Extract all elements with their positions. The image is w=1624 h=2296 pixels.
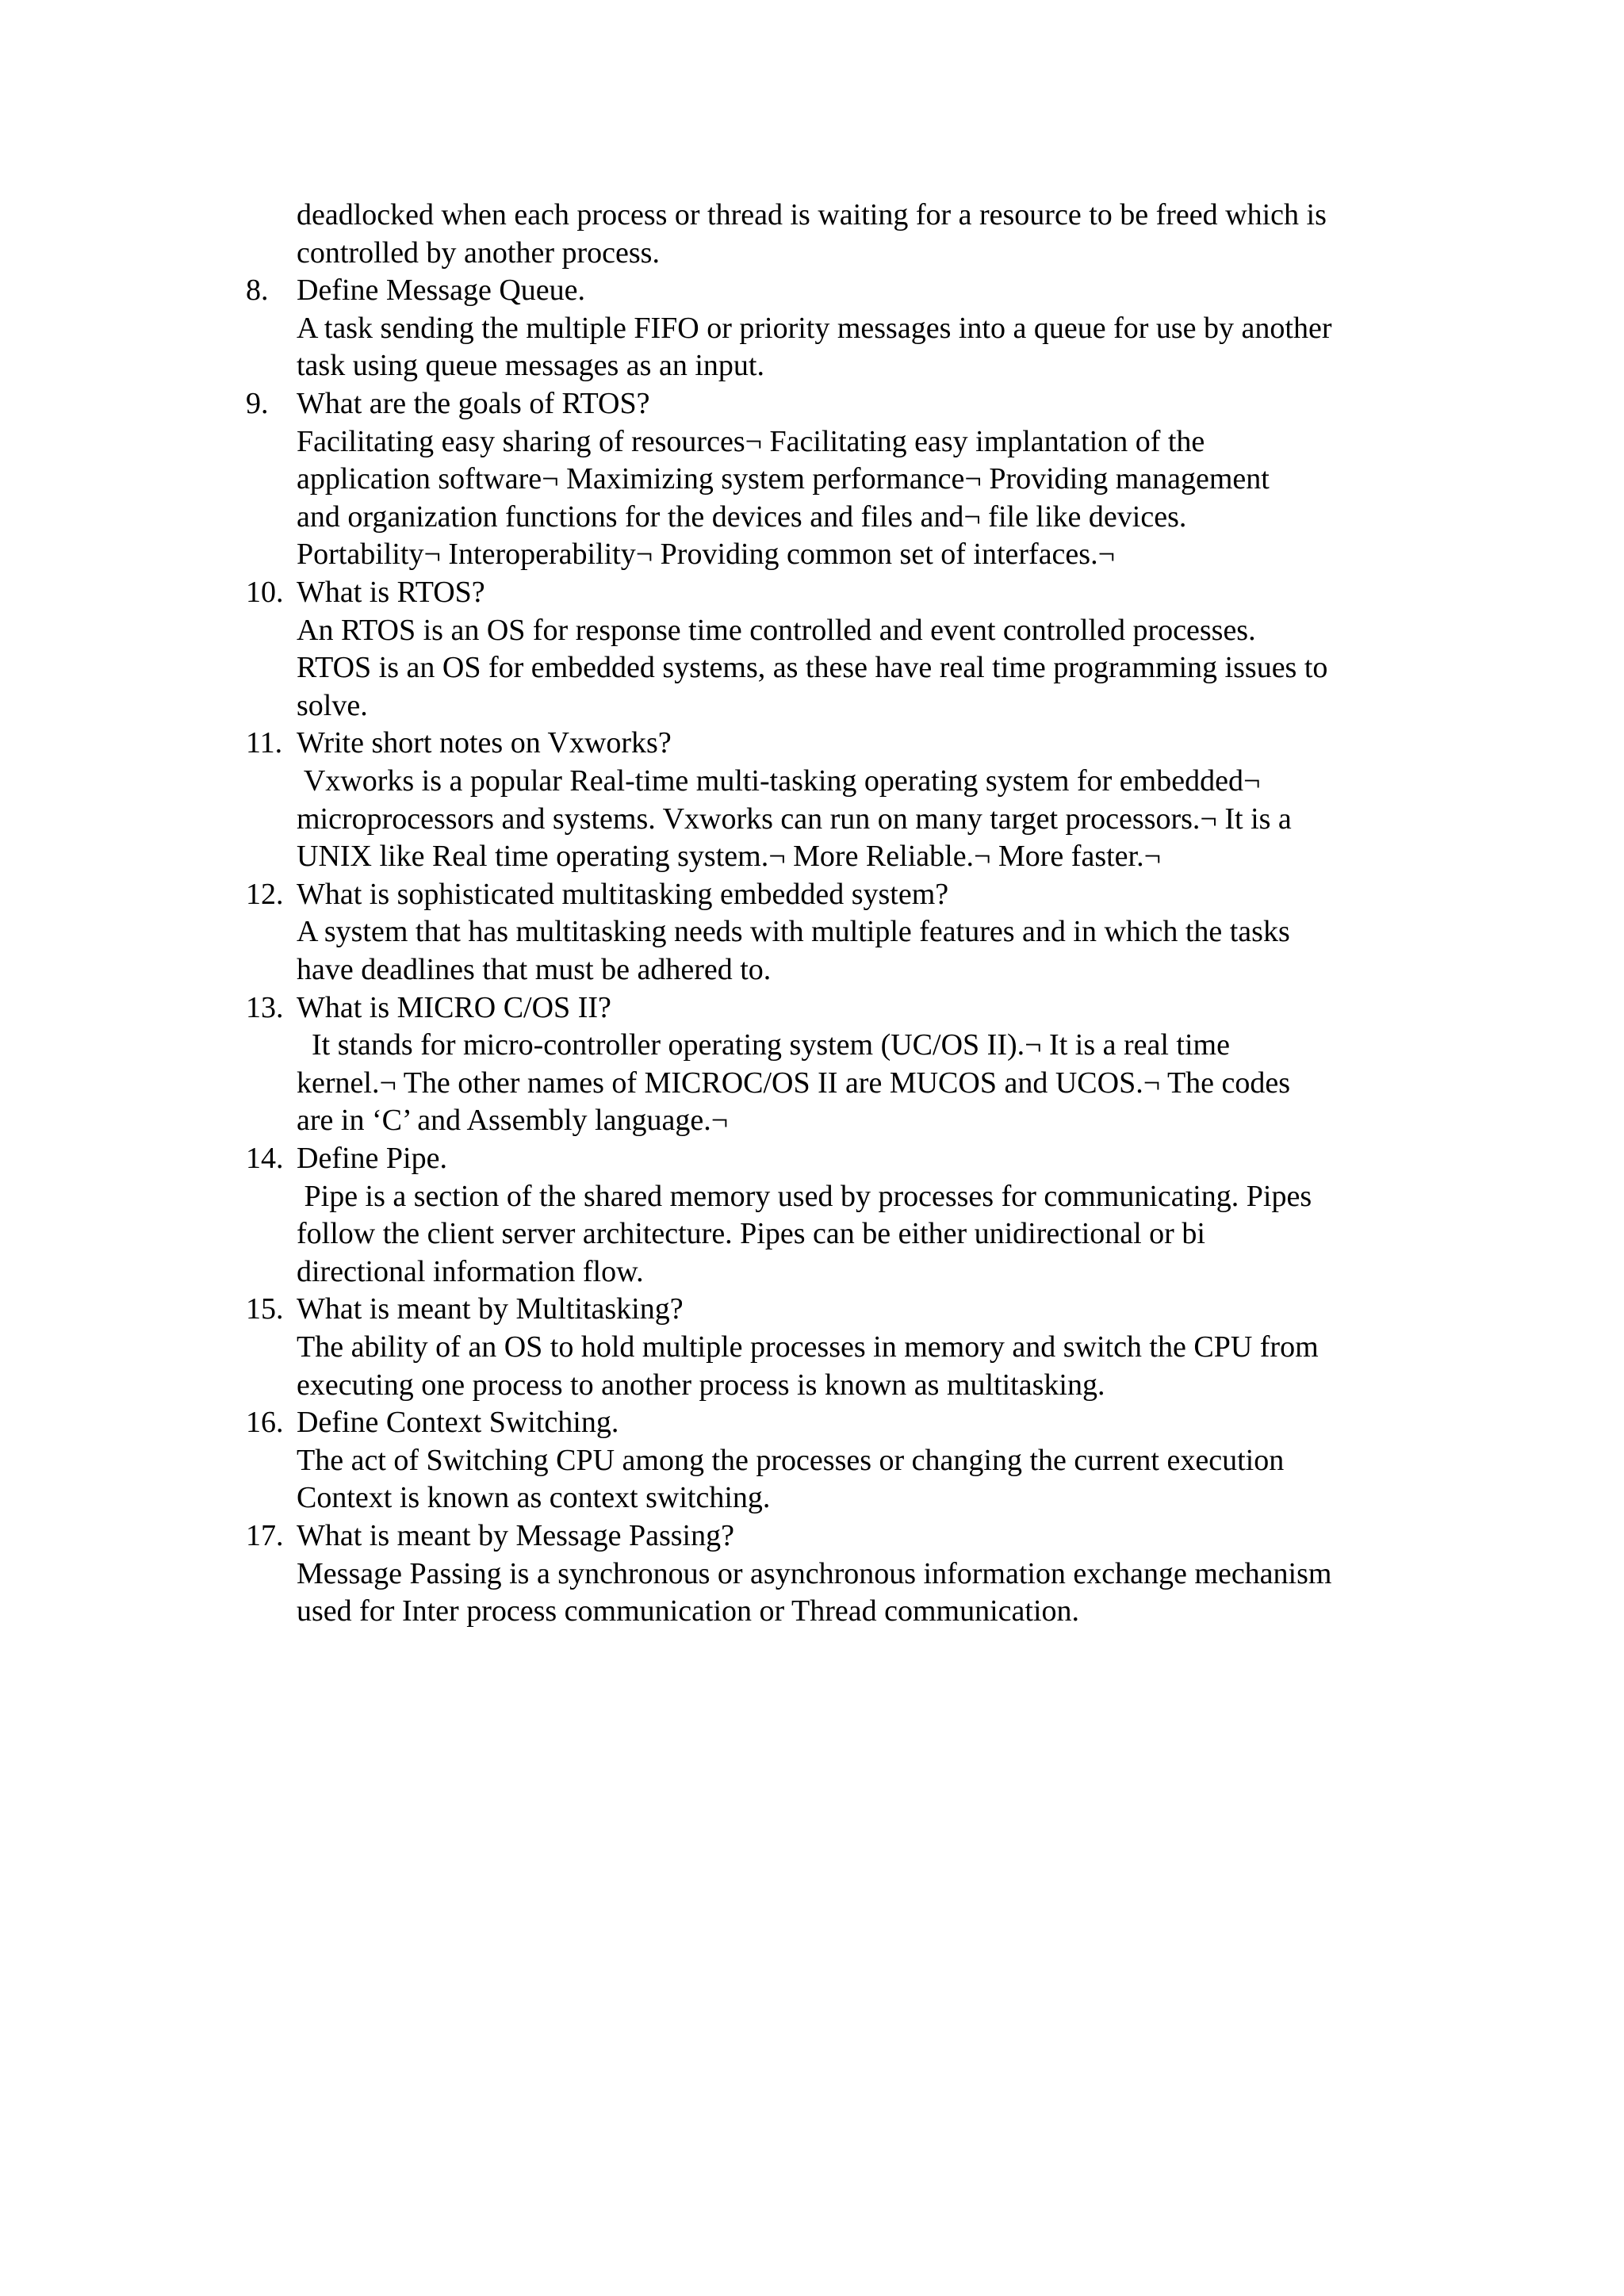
answer-line: kernel.¬ The other names of MICROC/OS II are MUCOS and UCOS.¬ The codes bbox=[297, 1066, 1291, 1100]
answer-line: An RTOS is an OS for response time controlled and event controlled processes. bbox=[297, 613, 1256, 647]
answer-line: The act of Switching CPU among the processes or changing the current execution bbox=[297, 1443, 1285, 1477]
continuation-line: controlled by another process. bbox=[297, 235, 660, 270]
answer-line: UNIX like Real time operating system.¬ More Reliable.¬ More faster.¬ bbox=[297, 840, 1162, 874]
item-number: 10. bbox=[246, 576, 284, 609]
answer-line: Portability¬ Interoperability¬ Providing common set of interfaces.¬ bbox=[297, 538, 1116, 572]
item-number: 15. bbox=[246, 1292, 284, 1326]
item-number: 17. bbox=[246, 1519, 284, 1552]
answer-line: The ability of an OS to hold multiple processes in memory and switch the CPU from bbox=[297, 1330, 1319, 1364]
question-8 bbox=[246, 272, 585, 308]
answer-line: application software¬ Maximizing system performance¬ Providing management bbox=[297, 462, 1270, 496]
question-text: What is MICRO C/OS II? bbox=[297, 990, 611, 1024]
answer-line: executing one process to another process is known as multitasking. bbox=[297, 1368, 1105, 1402]
item-number: 16. bbox=[246, 1406, 284, 1440]
answer-line: used for Inter process communication or Thread communication. bbox=[297, 1594, 1079, 1628]
answer-line: task using queue messages as an input. bbox=[297, 349, 764, 383]
question-text: Define Message Queue. bbox=[297, 274, 586, 308]
answer-line: are in ‘C’ and Assembly language.¬ bbox=[297, 1104, 729, 1138]
item-number: 11. bbox=[246, 726, 283, 760]
answer-line: Facilitating easy sharing of resources¬ Facilitating easy implantation of the bbox=[297, 424, 1205, 458]
question-14 bbox=[246, 1140, 447, 1177]
answer-line: Vxworks is a popular Real-time multi-tasking operating system for embedded¬ bbox=[297, 764, 1261, 798]
answer-line: Message Passing is a synchronous or asynchronous information exchange mechanism bbox=[297, 1556, 1332, 1590]
question-10 bbox=[246, 574, 485, 610]
continuation-line: deadlocked when each process or thread is waiting for a resource to be freed which is bbox=[297, 198, 1327, 232]
item-number: 9. bbox=[246, 387, 269, 420]
question-text: What is meant by Multitasking? bbox=[297, 1292, 684, 1326]
item-number: 14. bbox=[246, 1142, 284, 1175]
answer-line: have deadlines that must be adhered to. bbox=[297, 953, 772, 986]
question-text: What is RTOS? bbox=[297, 576, 485, 609]
question-text: What are the goals of RTOS? bbox=[297, 387, 650, 420]
answer-line: follow the client server architecture. Pipes can be either unidirectional or bi bbox=[297, 1217, 1205, 1251]
question-16 bbox=[246, 1404, 619, 1441]
answer-line: RTOS is an OS for embedded systems, as these have real time programming issues to bbox=[297, 651, 1328, 685]
question-17 bbox=[246, 1517, 734, 1554]
item-number: 8. bbox=[246, 274, 269, 308]
question-text: Write short notes on Vxworks? bbox=[297, 726, 672, 760]
answer-line: Context is known as context switching. bbox=[297, 1481, 771, 1515]
answer-line: A task sending the multiple FIFO or priority messages into a queue for use by another bbox=[297, 311, 1332, 345]
question-9 bbox=[246, 385, 650, 422]
answer-line: and organization functions for the devices and files and¬ file like devices. bbox=[297, 499, 1187, 534]
question-text: Define Context Switching. bbox=[297, 1406, 619, 1440]
answer-line: Pipe is a section of the shared memory used by processes for communicating. Pipes bbox=[297, 1179, 1312, 1213]
answer-line: microprocessors and systems. Vxworks can run on many target processors.¬ It is a bbox=[297, 802, 1292, 836]
answer-line: solve. bbox=[297, 688, 368, 722]
question-text: What is sophisticated multitasking embedded system? bbox=[297, 877, 949, 911]
item-number: 12. bbox=[246, 877, 284, 911]
question-text: What is meant by Message Passing? bbox=[297, 1519, 734, 1552]
question-13 bbox=[246, 989, 611, 1026]
answer-line: It stands for micro-controller operating system (UC/OS II).¬ It is a real time bbox=[297, 1028, 1230, 1062]
answer-line: A system that has multitasking needs with multiple features and in which the tasks bbox=[297, 915, 1290, 949]
question-11 bbox=[246, 725, 672, 761]
answer-line: directional information flow. bbox=[297, 1254, 644, 1288]
question-text: Define Pipe. bbox=[297, 1142, 447, 1175]
question-15 bbox=[246, 1291, 684, 1327]
item-number: 13. bbox=[246, 990, 284, 1024]
question-12 bbox=[246, 876, 948, 913]
